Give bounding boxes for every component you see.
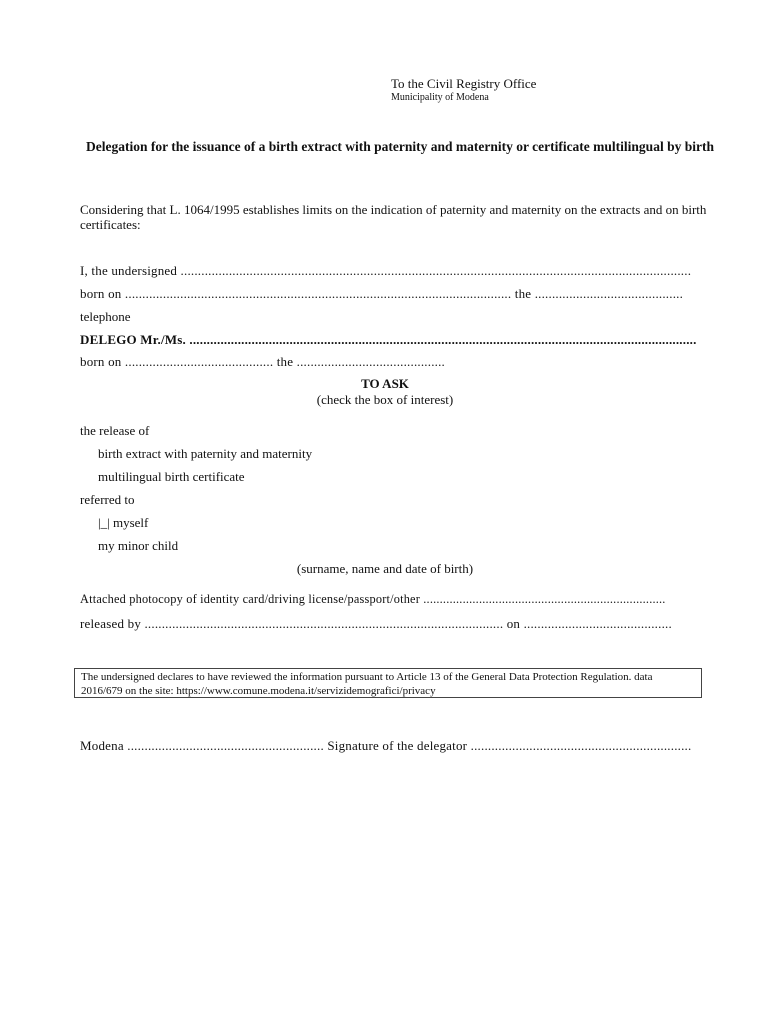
option-multilingual-certificate[interactable]: multilingual birth certificate	[98, 469, 245, 484]
request-subheading: (check the box of interest)	[316, 392, 454, 407]
born-field-1[interactable]: born on ................................................................................................................ the ...........................................	[80, 286, 684, 301]
document-title: Delegation for the issuance of a birth extract with paternity and maternity or certificate multilingual by birth	[86, 139, 714, 154]
municipality-line: Municipality of Modena	[391, 92, 489, 103]
recipient-line: To the Civil Registry Office	[391, 76, 537, 91]
delego-field[interactable]: DELEGO Mr./Ms. ...................................................................................................................................................	[80, 332, 697, 347]
request-heading: TO ASK	[361, 376, 409, 391]
option-minor-child[interactable]: my minor child	[98, 538, 179, 553]
attached-field[interactable]: Attached photocopy of identity card/driving license/passport/other ..........................................................................	[80, 592, 666, 606]
undersigned-field[interactable]: I, the undersigned ....................................................................................................................................................	[80, 263, 692, 278]
born-field-2[interactable]: born on ........................................... the ...........................................	[80, 354, 446, 369]
release-of-label: the release of	[80, 423, 150, 438]
released-by-field[interactable]: released by ........................................................................................................ on ...........................................	[80, 616, 672, 631]
premise-paragraph: Considering that L. 1064/1995 establishes limits on the indication of paternity and maternity on the extracts and on birth certificates:	[80, 202, 707, 232]
telephone-label: telephone	[80, 309, 131, 324]
child-hint: (surname, name and date of birth)	[296, 561, 474, 576]
option-birth-extract[interactable]: birth extract with paternity and maternity	[98, 446, 313, 461]
privacy-notice-box	[74, 668, 702, 698]
referred-to-label: referred to	[80, 492, 135, 507]
privacy-notice-text: The undersigned declares to have reviewed the information pursuant to Article 13 of the General Data Protection Regulation. data 2016/679 on the site: https://www.comune.modena.it/servizidemografici/privacy	[81, 671, 653, 697]
option-myself[interactable]: |_| myself	[98, 515, 149, 530]
signature-field[interactable]: Modena ......................................................... Signature of the delegator ................................................................	[80, 738, 692, 753]
